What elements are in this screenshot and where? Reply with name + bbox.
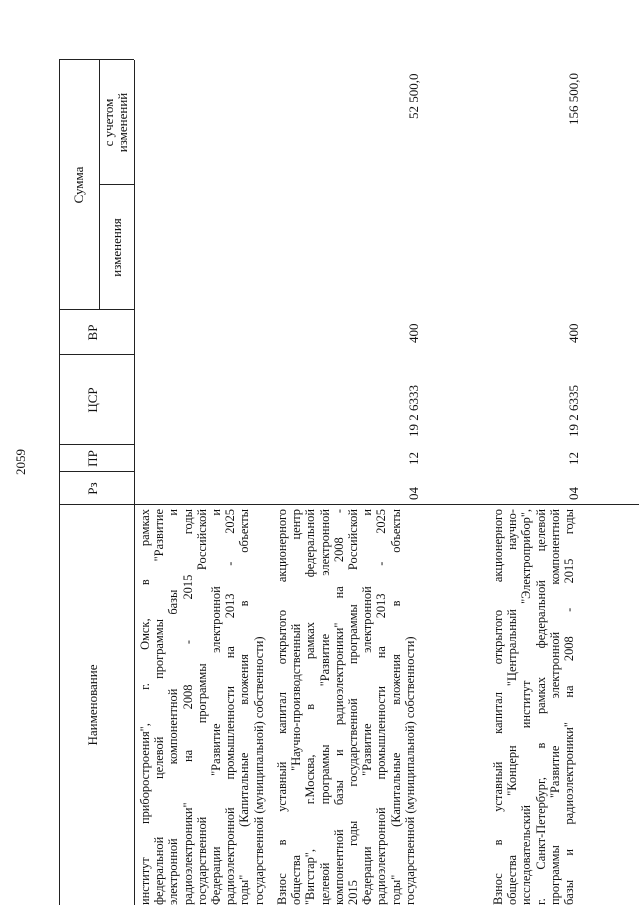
row-2-with-changes: 52 500,0: [406, 73, 421, 119]
table-right-border: [59, 59, 134, 60]
header-pr: ПР: [85, 450, 100, 467]
row-2-line: общества "Научно-производственный центр: [289, 509, 304, 905]
row-3-line: общества "Концерн "Центральный научно-: [505, 509, 520, 905]
row-2-line: Федерации "Развитие электронной и: [360, 509, 375, 905]
row-1-line: электронной компонентной базы и: [166, 509, 181, 905]
row-1-line: годы" (Капитальные вложения в объекты: [237, 509, 252, 905]
row-1-line: Федерации "Развитие электронной и: [209, 509, 224, 905]
row-3-line: г. Санкт-Петербург, в рамках федеральной целевой: [533, 509, 548, 905]
row-2-line: 2015 годы государственной программы Российской: [346, 509, 361, 905]
sum-subheader-border: [99, 60, 100, 310]
row-2-line: государственной (муниципальной) собственности): [402, 636, 417, 905]
row-1-line: радиоэлектроники" на 2008 - 2015 годы: [180, 509, 195, 905]
row-2-pr: 12: [406, 452, 421, 465]
row-2-line: целевой программы "Развитие электронной: [317, 509, 332, 905]
row-3-name: [491, 509, 576, 905]
row-1-line: государственной (муниципальной) собственности): [251, 636, 266, 905]
row-1-line: радиоэлектронной промышленности на 2013 - 2025: [223, 509, 238, 905]
row-3-vr: 400: [566, 323, 581, 343]
header-bottom-border: [134, 60, 135, 905]
header-changes: изменения: [109, 218, 124, 277]
row-2-name: [275, 509, 417, 905]
row-3-line: базы и радиоэлектроники" на 2008 - 2015 годы: [562, 509, 577, 905]
row-3-pr: 12: [566, 452, 581, 465]
header-vr: ВР: [85, 324, 100, 341]
header-csr: ЦСР: [85, 387, 100, 413]
row-2-line: компонентной базы и радиоэлектроники" на 2008 -: [331, 509, 346, 905]
header-with-changes: с учетом изменений: [101, 92, 131, 153]
row-2-line: годы" (Капитальные вложения в объекты: [388, 509, 403, 905]
row-3-line: программы "Развитие электронной компонентной: [547, 509, 562, 905]
header-rz: Рз: [85, 482, 100, 495]
row-2-line: радиоэлектронной промышленности на 2013 - 2025: [374, 509, 389, 905]
row-3-rz: 04: [566, 487, 581, 500]
row-2-line: "Вигстар", г.Москва, в рамках федеральной: [303, 509, 318, 905]
header-sum: Сумма: [71, 166, 86, 204]
table-top-border: [59, 60, 60, 905]
row-3-csr: 19 2 6335: [566, 385, 581, 437]
row-1-name: [138, 509, 266, 905]
row-2-csr: 19 2 6333: [406, 385, 421, 437]
header-name: Наименование: [85, 664, 100, 746]
row-2-rz: 04: [406, 487, 421, 500]
col-divider-name: [59, 504, 639, 505]
page-number: 2059: [13, 449, 28, 475]
row-3-with-changes: 156 500,0: [566, 73, 581, 125]
row-1-line: федеральной целевой программы "Развитие: [152, 509, 167, 905]
row-3-line: исследовательский институт "Электроприбор",: [519, 509, 534, 905]
row-2-vr: 400: [406, 323, 421, 343]
row-2-line: Взнос в уставный капитал открытого акционерного: [275, 509, 289, 905]
row-1-line: государственной программы Российской: [194, 509, 209, 905]
row-3-line: Взнос в уставный капитал открытого акционерного: [491, 509, 505, 905]
row-1-line: институт приборостроения", г. Омск, в рамках: [138, 509, 152, 905]
